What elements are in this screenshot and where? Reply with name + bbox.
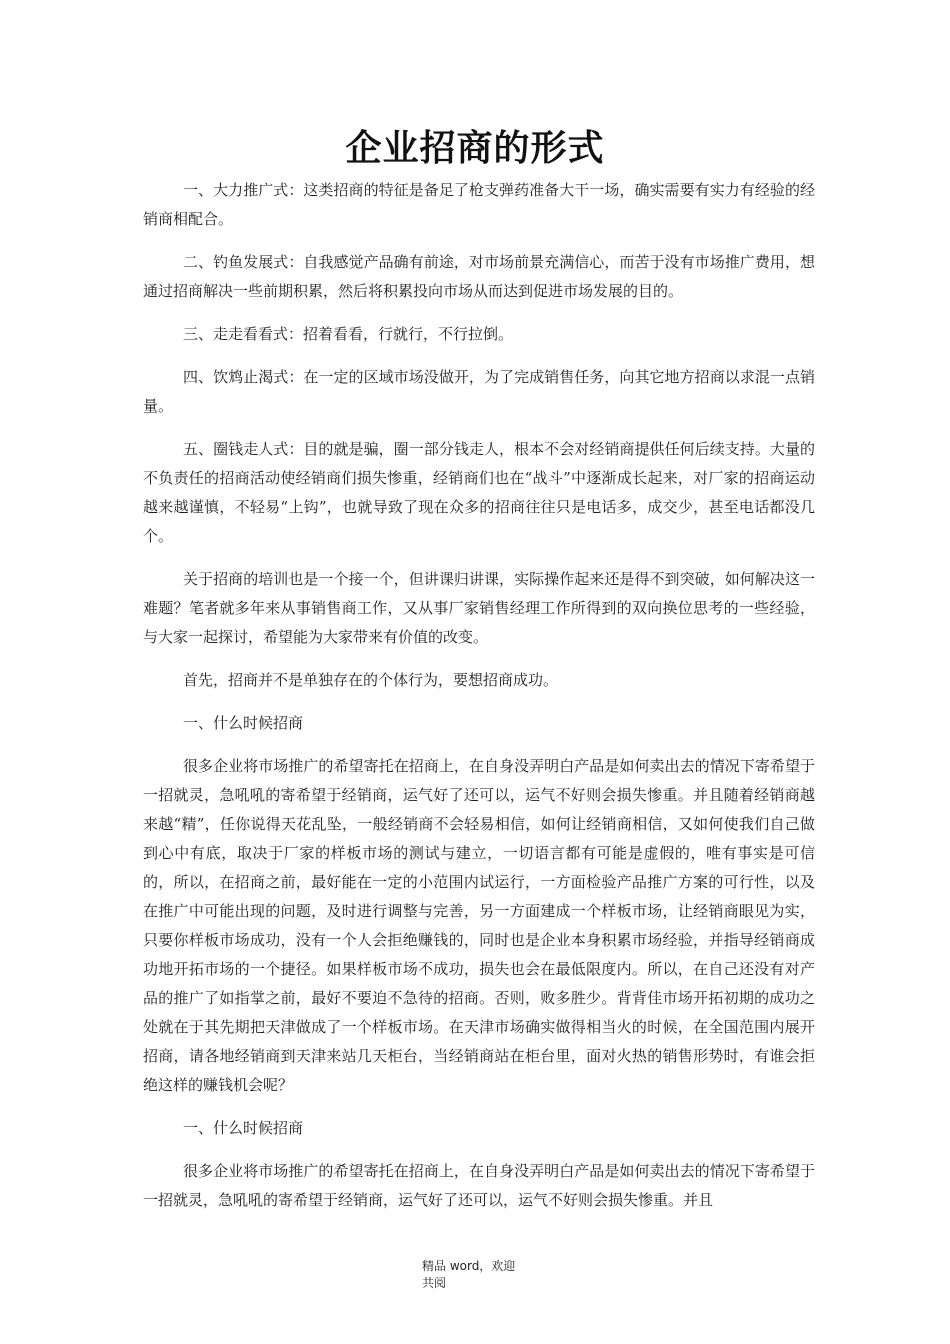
paragraph-5: 五、圈钱走人式：目的就是骗，圈一部分钱走人，根本不会对经销商提供任何后续支持。大量的不负责任的招商活动使经销商们损失惨重，经销商们也在“战斗”中逐渐成长起来，对厂家的招商运动越来越谨慎，不轻易“上钩”，也就导致了现在众多的招商往往只是电话多，成交少，甚至电话都没几个。 (143, 440, 815, 545)
section-heading-1: 一、什么时候招商 (183, 714, 304, 732)
paragraph-9: 很多企业将市场推广的希望寄托在招商上，在自身没弄明白产品是如何卖出去的情况下寄希望于一招就灵，急吼吼的寄希望于经销商，运气好了还可以，运气不好则会损失惨重。并且 (143, 1162, 815, 1209)
paragraph-7: 首先，招商并不是单独存在的个体行为，要想招商成功。 (183, 671, 559, 689)
footer-line-1: 精品 word，欢迎 (422, 1259, 516, 1273)
footer-line-2: 共阅 (422, 1276, 447, 1290)
paragraph-1: 一、大力推广式：这类招商的特征是备足了枪支弹药准备大干一场，确实需要有实力有经验的经销商相配合。 (143, 181, 815, 228)
section-heading-2: 一、什么时候招商 (183, 1119, 304, 1137)
document-body (143, 176, 815, 1229)
document-title: 企业招商的形式 (345, 127, 605, 170)
paragraph-4: 四、饮鸩止渴式：在一定的区域市场没做开，为了完成销售任务，向其它地方招商以求混一点销量。 (143, 368, 815, 415)
page-footer (422, 1258, 542, 1292)
paragraph-6: 关于招商的培训也是一个接一个，但讲课归讲课，实际操作起来还是得不到突破，如何解决这一难题？笔者就多年来从事销售商工作，又从事厂家销售经理工作所得到的双向换位思考的一些经验，与大家一起探讨，希望能为大家带来有价值的改变。 (143, 570, 815, 646)
paragraph-3: 三、走走看看式：招着看看，行就行，不行拉倒。 (183, 325, 514, 343)
paragraph-8: 很多企业将市场推广的希望寄托在招商上，在自身没弄明白产品是如何卖出去的情况下寄希望于一招就灵，急吼吼的寄希望于经销商，运气好了还可以，运气不好则会损失惨重。并且随着经销商越来越“精”，任你说得天花乱坠，一般经销商不会轻易相信，如何让经销商相信，又如何使我们自己做到心中有底，取决于厂家的样板市场的测试与建立，一切语言都有可能是虚假的，唯有事实是可信的，所以，在招商之前，最好能在一定的小范围内试运行，一方面检验产品推广方案的可行性，以及在推广中可能出现的问题，及时进行调整与完善，另一方面建成一个样板市场，让经销商眼见为实，只要你样板市场成功，没有一个人会拒绝赚钱的，同时也是企业本身积累市场经验，并指导经销商成功地开拓市场的一个捷径。如果样板市场不成功，损失也会在最低限度内。所以，在自己还没有对产品的推广了如指掌之前，最好不要迫不急待的招商。否则，败多胜少。背背佳市场开拓初期的成功之处就在于其先期把天津做成了一个样板市场。在天津市场确实做得相当火的时候，在全国范围内展开招商，请各地经销商到天津来站几天柜台，当经销商站在柜台里，面对火热的销售形势时，有谁会拒绝这样的赚钱机会呢？ (143, 757, 815, 1094)
paragraph-2: 二、钓鱼发展式：自我感觉产品确有前途，对市场前景充满信心，而苦于没有市场推广费用，想通过招商解决一些前期积累，然后将积累投向市场从而达到促进市场发展的目的。 (143, 253, 815, 300)
